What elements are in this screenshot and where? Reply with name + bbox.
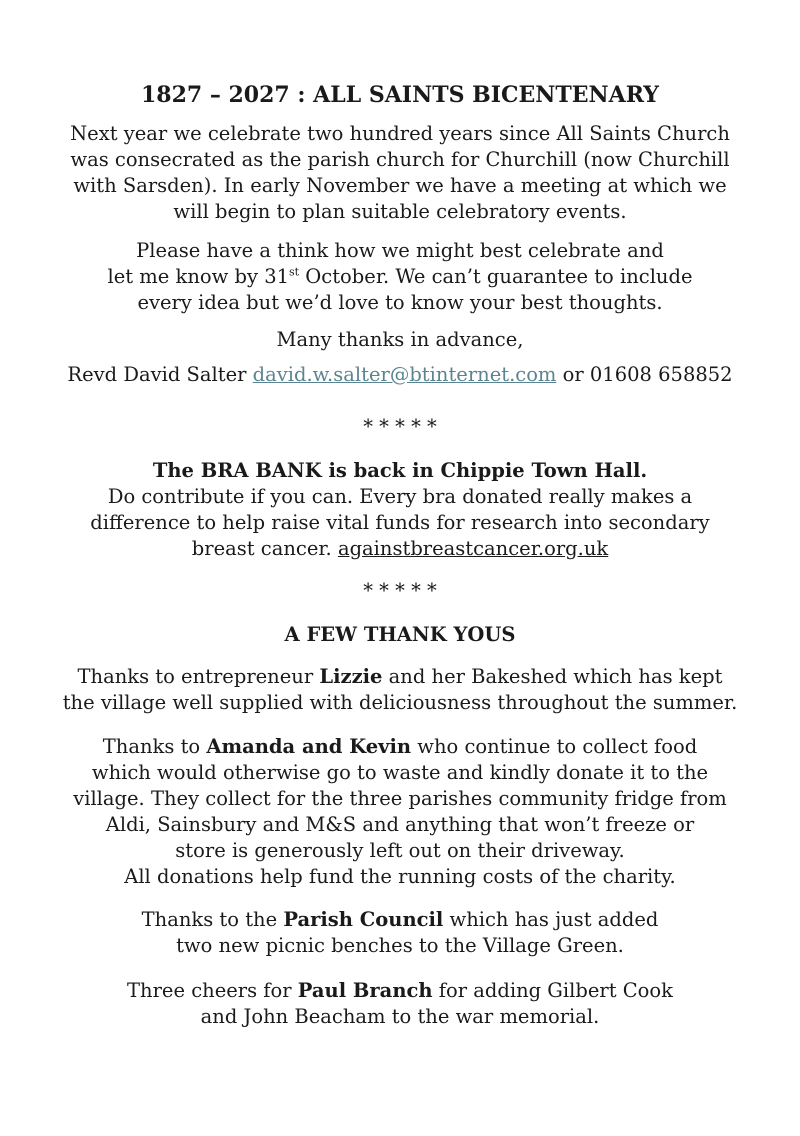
bicentenary-request — [0, 238, 800, 316]
deadline-text: let me know by 31 — [107, 265, 290, 288]
section-separator: * * * * * — [363, 579, 437, 602]
bicentenary-request-line: Please have a think how we might best celebrate and — [136, 239, 664, 262]
bicentenary-request-line: every idea but we’d love to know your best thoughts. — [137, 291, 663, 314]
ordinal-suffix: st — [289, 265, 300, 279]
thank-yous-heading: A FEW THANK YOUS — [284, 623, 516, 646]
bicentenary-title: 1827 – 2027 : ALL SAINTS BICENTENARY — [140, 82, 660, 108]
thanks-amanda-line: which would otherwise go to waste and kindly donate it to the — [91, 761, 709, 784]
signoff-phone: or 01608 658852 — [556, 363, 733, 386]
thanks-text: Thanks to — [102, 735, 207, 758]
bra-bank-line-text: breast cancer. — [191, 537, 338, 560]
charity-link[interactable]: againstbreastcancer.org.uk — [337, 537, 609, 560]
signoff — [0, 362, 800, 388]
thanked-name: Paul Branch — [297, 979, 433, 1002]
email-link[interactable]: david.w.salter@btinternet.com — [252, 363, 557, 386]
thanked-name: Lizzie — [319, 665, 383, 688]
thanks-amanda-kevin — [0, 734, 800, 890]
bicentenary-intro — [0, 121, 800, 225]
thanked-name: Amanda and Kevin — [206, 735, 412, 758]
bicentenary-intro-line: will begin to plan suitable celebratory events. — [173, 200, 627, 223]
thanks-text: and her Bakeshed which has kept — [382, 665, 723, 688]
bra-bank-line: Do contribute if you can. Every bra donated really makes a — [107, 485, 693, 508]
bicentenary-intro-line: Next year we celebrate two hundred years since All Saints Church — [70, 122, 730, 145]
signoff-name: Revd David Salter — [67, 363, 253, 386]
bicentenary-request-line — [0, 264, 800, 290]
thanks-amanda-line: store is generously left out on their driveway. — [175, 839, 625, 862]
bra-bank-line — [0, 536, 800, 562]
thanks-amanda-line: village. They collect for the three parishes community fridge from — [73, 787, 727, 810]
thanks-amanda-line: All donations help fund the running costs of the charity. — [124, 865, 676, 888]
thanks-text: Thanks to the — [141, 908, 284, 931]
bra-bank-text — [0, 484, 800, 562]
thanks-amanda-line — [0, 734, 800, 760]
bicentenary-intro-line: was consecrated as the parish church for Churchill (now Churchill — [70, 148, 730, 171]
thanks-council-line — [0, 907, 800, 933]
thanks-lizzie-line — [0, 664, 800, 690]
thanks-amanda-line: Aldi, Sainsbury and M&S and anything that won’t freeze or — [105, 813, 695, 836]
thanked-name: Parish Council — [283, 908, 444, 931]
thanks-text: Three cheers for — [127, 979, 298, 1002]
section-separator: * * * * * — [363, 415, 437, 438]
thanks-council-line: two new picnic benches to the Village Green. — [176, 934, 624, 957]
thanks-lizzie-line: the village well supplied with deliciousness throughout the summer. — [62, 691, 738, 714]
thanks-paul-line: and John Beacham to the war memorial. — [200, 1005, 600, 1028]
bra-bank-line: difference to help raise vital funds for research into secondary — [90, 511, 710, 534]
thanks-text: which has just added — [443, 908, 659, 931]
thanks-text: Thanks to entrepreneur — [77, 665, 320, 688]
thanks-lizzie — [0, 664, 800, 716]
thanks-text: who continue to collect food — [411, 735, 698, 758]
thanks-paul-branch — [0, 978, 800, 1030]
bra-bank-heading: The BRA BANK is back in Chippie Town Hall. — [152, 459, 648, 482]
deadline-text-rest: October. We can’t guarantee to include — [299, 265, 693, 288]
thanks-in-advance: Many thanks in advance, — [276, 328, 524, 351]
thanks-paul-line — [0, 978, 800, 1004]
thanks-parish-council — [0, 907, 800, 959]
bicentenary-intro-line: with Sarsden). In early November we have a meeting at which we — [73, 174, 727, 197]
thanks-text: for adding Gilbert Cook — [432, 979, 673, 1002]
